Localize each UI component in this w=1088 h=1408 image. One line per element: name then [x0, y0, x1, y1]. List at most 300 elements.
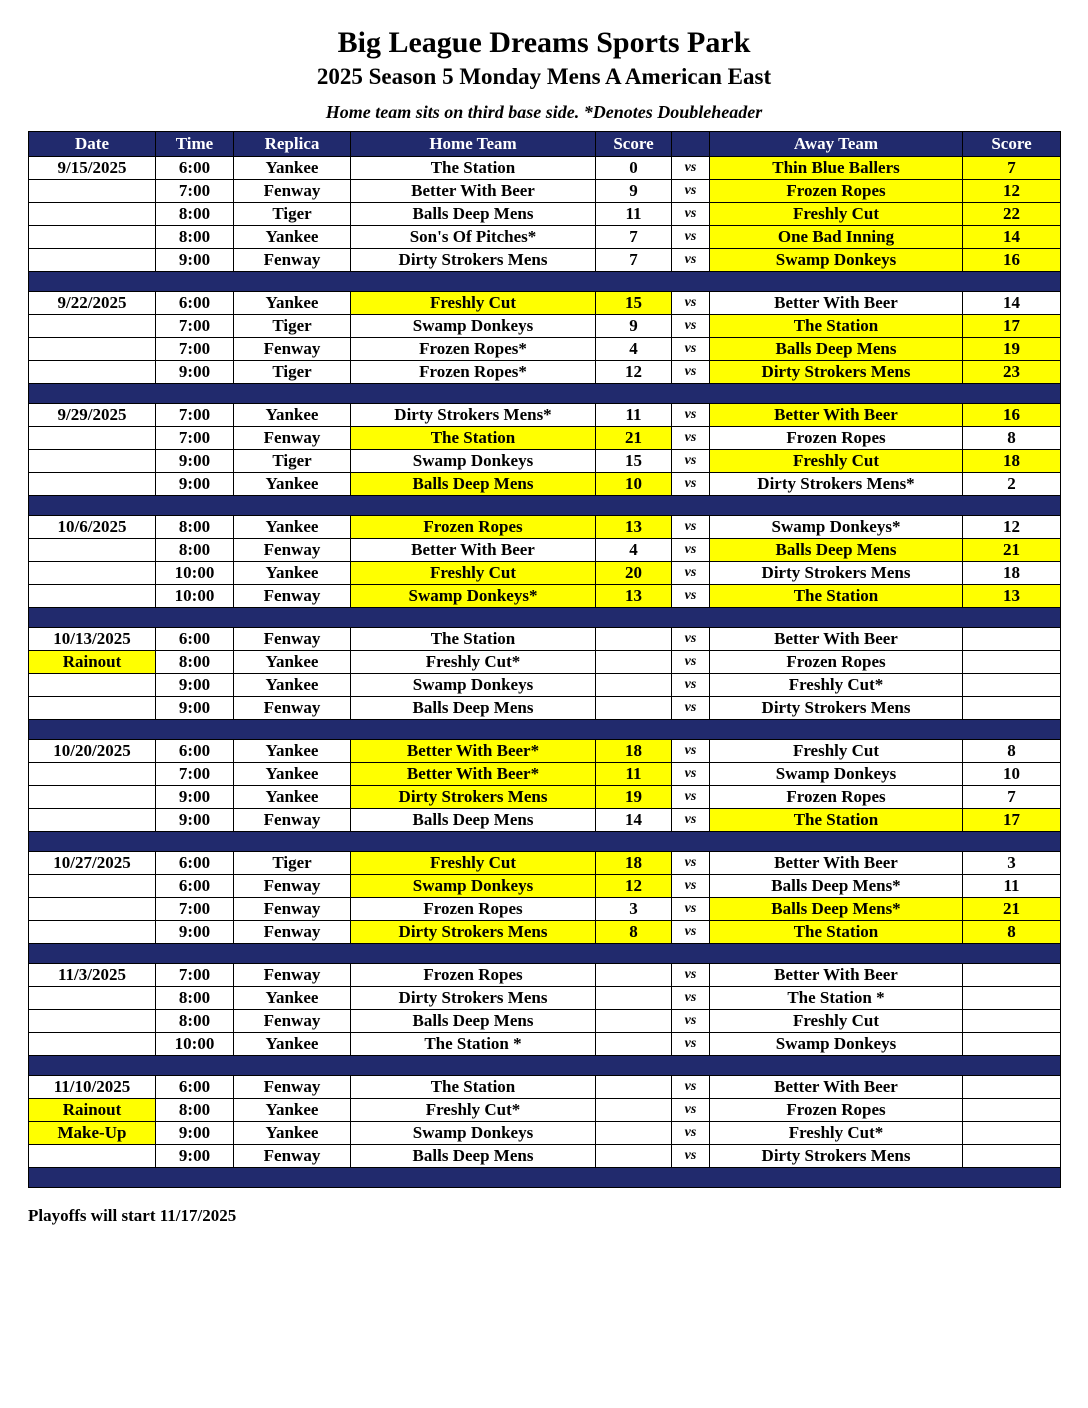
- vs-cell: vs: [672, 697, 710, 720]
- home-score-cell: 21: [596, 427, 672, 450]
- away-score-cell: 8: [963, 427, 1061, 450]
- away-team-cell: Balls Deep Mens*: [710, 898, 963, 921]
- date-cell: [29, 203, 156, 226]
- time-cell: 9:00: [156, 809, 234, 832]
- week-separator-row: [29, 944, 1061, 964]
- vs-cell: vs: [672, 1010, 710, 1033]
- home-score-cell: [596, 651, 672, 674]
- game-row: [29, 1010, 1061, 1033]
- date-cell: [29, 315, 156, 338]
- away-score-cell: 7: [963, 157, 1061, 180]
- time-cell: 6:00: [156, 875, 234, 898]
- away-score-cell: [963, 1010, 1061, 1033]
- week-separator-bar: [29, 1168, 1061, 1188]
- date-cell: 9/22/2025: [29, 292, 156, 315]
- replica-cell: Yankee: [234, 786, 351, 809]
- time-cell: 6:00: [156, 740, 234, 763]
- away-team-cell: Dirty Strokers Mens: [710, 697, 963, 720]
- date-cell: [29, 249, 156, 272]
- home-team-cell: Swamp Donkeys*: [351, 585, 596, 608]
- replica-cell: Yankee: [234, 562, 351, 585]
- game-row: [29, 852, 1061, 875]
- replica-cell: Yankee: [234, 516, 351, 539]
- game-row: [29, 516, 1061, 539]
- time-cell: 7:00: [156, 315, 234, 338]
- away-score-cell: 19: [963, 338, 1061, 361]
- date-cell: [29, 1145, 156, 1168]
- home-score-cell: 13: [596, 516, 672, 539]
- away-score-cell: 23: [963, 361, 1061, 384]
- replica-cell: Fenway: [234, 809, 351, 832]
- time-cell: 7:00: [156, 404, 234, 427]
- away-team-cell: The Station: [710, 921, 963, 944]
- week-separator-row: [29, 1168, 1061, 1188]
- home-team-cell: Swamp Donkeys: [351, 1122, 596, 1145]
- away-team-cell: Balls Deep Mens: [710, 539, 963, 562]
- date-cell: [29, 921, 156, 944]
- column-header-home-score: Score: [596, 132, 672, 157]
- home-team-cell: Balls Deep Mens: [351, 697, 596, 720]
- home-team-cell: Better With Beer*: [351, 763, 596, 786]
- date-cell: [29, 1010, 156, 1033]
- time-cell: 9:00: [156, 697, 234, 720]
- time-cell: 10:00: [156, 1033, 234, 1056]
- game-row: [29, 740, 1061, 763]
- date-cell: [29, 809, 156, 832]
- time-cell: 9:00: [156, 786, 234, 809]
- vs-cell: vs: [672, 921, 710, 944]
- date-cell: [29, 674, 156, 697]
- replica-cell: Fenway: [234, 427, 351, 450]
- week-separator-row: [29, 832, 1061, 852]
- home-team-cell: Balls Deep Mens: [351, 203, 596, 226]
- away-score-cell: 16: [963, 249, 1061, 272]
- week-separator-row: [29, 1056, 1061, 1076]
- away-score-cell: 13: [963, 585, 1061, 608]
- home-score-cell: [596, 1122, 672, 1145]
- page-title: Big League Dreams Sports Park: [337, 26, 751, 59]
- game-row: [29, 249, 1061, 272]
- home-team-cell: The Station: [351, 157, 596, 180]
- replica-cell: Tiger: [234, 852, 351, 875]
- home-score-cell: 7: [596, 226, 672, 249]
- date-cell: 11/10/2025: [29, 1076, 156, 1099]
- week-separator-row: [29, 496, 1061, 516]
- vs-cell: vs: [672, 203, 710, 226]
- away-score-cell: 21: [963, 539, 1061, 562]
- time-cell: 8:00: [156, 226, 234, 249]
- replica-cell: Fenway: [234, 964, 351, 987]
- week-separator-row: [29, 384, 1061, 404]
- away-team-cell: Better With Beer: [710, 852, 963, 875]
- home-team-cell: The Station *: [351, 1033, 596, 1056]
- away-score-cell: 2: [963, 473, 1061, 496]
- game-row: [29, 450, 1061, 473]
- vs-cell: vs: [672, 1122, 710, 1145]
- vs-cell: vs: [672, 1076, 710, 1099]
- home-team-cell: The Station: [351, 427, 596, 450]
- home-team-cell: Balls Deep Mens: [351, 1010, 596, 1033]
- replica-cell: Fenway: [234, 921, 351, 944]
- date-cell: Make-Up: [29, 1122, 156, 1145]
- game-row: [29, 1033, 1061, 1056]
- date-cell: 10/13/2025: [29, 628, 156, 651]
- away-score-cell: 8: [963, 740, 1061, 763]
- replica-cell: Yankee: [234, 1033, 351, 1056]
- column-header-date: Date: [29, 132, 156, 157]
- vs-cell: vs: [672, 226, 710, 249]
- date-cell: [29, 1033, 156, 1056]
- vs-cell: vs: [672, 1099, 710, 1122]
- time-cell: 8:00: [156, 651, 234, 674]
- date-cell: [29, 473, 156, 496]
- home-score-cell: 3: [596, 898, 672, 921]
- home-team-cell: Frozen Ropes: [351, 516, 596, 539]
- replica-cell: Yankee: [234, 1122, 351, 1145]
- time-cell: 7:00: [156, 763, 234, 786]
- time-cell: 6:00: [156, 1076, 234, 1099]
- time-cell: 7:00: [156, 898, 234, 921]
- game-row: [29, 628, 1061, 651]
- replica-cell: Yankee: [234, 1099, 351, 1122]
- home-team-cell: Son's Of Pitches*: [351, 226, 596, 249]
- game-row: [29, 338, 1061, 361]
- schedule-note: Home team sits on third base side. *Denotes Doubleheader: [325, 102, 763, 122]
- home-score-cell: 10: [596, 473, 672, 496]
- date-cell: [29, 898, 156, 921]
- vs-cell: vs: [672, 740, 710, 763]
- away-team-cell: Dirty Strokers Mens: [710, 562, 963, 585]
- away-team-cell: One Bad Inning: [710, 226, 963, 249]
- table-header-row: [29, 132, 1061, 157]
- column-header-away-team: Away Team: [710, 132, 963, 157]
- time-cell: 9:00: [156, 921, 234, 944]
- game-row: [29, 786, 1061, 809]
- time-cell: 10:00: [156, 562, 234, 585]
- away-score-cell: [963, 628, 1061, 651]
- home-team-cell: Dirty Strokers Mens*: [351, 404, 596, 427]
- date-cell: 10/27/2025: [29, 852, 156, 875]
- game-row: [29, 427, 1061, 450]
- home-team-cell: Freshly Cut: [351, 562, 596, 585]
- vs-cell: vs: [672, 539, 710, 562]
- time-cell: 6:00: [156, 292, 234, 315]
- replica-cell: Tiger: [234, 450, 351, 473]
- home-team-cell: Swamp Donkeys: [351, 674, 596, 697]
- time-cell: 7:00: [156, 427, 234, 450]
- vs-cell: vs: [672, 898, 710, 921]
- date-cell: [29, 180, 156, 203]
- replica-cell: Yankee: [234, 740, 351, 763]
- date-cell: [29, 539, 156, 562]
- week-separator-bar: [29, 608, 1061, 628]
- away-score-cell: [963, 1099, 1061, 1122]
- time-cell: 6:00: [156, 628, 234, 651]
- away-team-cell: Dirty Strokers Mens*: [710, 473, 963, 496]
- away-team-cell: The Station *: [710, 987, 963, 1010]
- vs-cell: vs: [672, 1145, 710, 1168]
- game-row: [29, 585, 1061, 608]
- away-team-cell: Better With Beer: [710, 292, 963, 315]
- home-team-cell: Dirty Strokers Mens: [351, 786, 596, 809]
- away-team-cell: The Station: [710, 809, 963, 832]
- schedule-table: [28, 131, 1061, 1188]
- away-team-cell: The Station: [710, 585, 963, 608]
- date-cell: [29, 763, 156, 786]
- date-cell: [29, 427, 156, 450]
- playoffs-note: Playoffs will start 11/17/2025: [28, 1206, 237, 1225]
- away-team-cell: Freshly Cut: [710, 1010, 963, 1033]
- date-cell: [29, 585, 156, 608]
- time-cell: 9:00: [156, 674, 234, 697]
- date-cell: [29, 226, 156, 249]
- game-row: [29, 987, 1061, 1010]
- home-score-cell: [596, 1145, 672, 1168]
- replica-cell: Fenway: [234, 1010, 351, 1033]
- time-cell: 7:00: [156, 180, 234, 203]
- time-cell: 7:00: [156, 964, 234, 987]
- time-cell: 9:00: [156, 1145, 234, 1168]
- away-team-cell: Swamp Donkeys: [710, 763, 963, 786]
- away-score-cell: [963, 1033, 1061, 1056]
- vs-cell: vs: [672, 964, 710, 987]
- time-cell: 9:00: [156, 249, 234, 272]
- week-separator-bar: [29, 384, 1061, 404]
- home-team-cell: Freshly Cut: [351, 852, 596, 875]
- away-team-cell: Dirty Strokers Mens: [710, 361, 963, 384]
- away-team-cell: Frozen Ropes: [710, 427, 963, 450]
- replica-cell: Fenway: [234, 249, 351, 272]
- week-separator-bar: [29, 944, 1061, 964]
- column-header-replica: Replica: [234, 132, 351, 157]
- away-team-cell: Frozen Ropes: [710, 786, 963, 809]
- home-score-cell: 18: [596, 852, 672, 875]
- vs-cell: vs: [672, 473, 710, 496]
- date-cell: 11/3/2025: [29, 964, 156, 987]
- replica-cell: Fenway: [234, 539, 351, 562]
- game-row: [29, 157, 1061, 180]
- away-score-cell: 18: [963, 562, 1061, 585]
- vs-cell: vs: [672, 157, 710, 180]
- vs-cell: vs: [672, 786, 710, 809]
- vs-cell: vs: [672, 763, 710, 786]
- vs-cell: vs: [672, 404, 710, 427]
- time-cell: 9:00: [156, 450, 234, 473]
- away-score-cell: [963, 987, 1061, 1010]
- date-cell: [29, 875, 156, 898]
- away-team-cell: Swamp Donkeys*: [710, 516, 963, 539]
- replica-cell: Yankee: [234, 157, 351, 180]
- away-team-cell: Thin Blue Ballers: [710, 157, 963, 180]
- time-cell: 8:00: [156, 987, 234, 1010]
- time-cell: 10:00: [156, 585, 234, 608]
- time-cell: 8:00: [156, 516, 234, 539]
- away-team-cell: Balls Deep Mens*: [710, 875, 963, 898]
- game-row: [29, 361, 1061, 384]
- away-score-cell: 18: [963, 450, 1061, 473]
- home-team-cell: The Station: [351, 628, 596, 651]
- replica-cell: Fenway: [234, 898, 351, 921]
- vs-cell: vs: [672, 809, 710, 832]
- replica-cell: Yankee: [234, 473, 351, 496]
- replica-cell: Fenway: [234, 1145, 351, 1168]
- away-score-cell: 7: [963, 786, 1061, 809]
- home-team-cell: Freshly Cut: [351, 292, 596, 315]
- away-score-cell: 10: [963, 763, 1061, 786]
- home-score-cell: 12: [596, 875, 672, 898]
- vs-cell: vs: [672, 562, 710, 585]
- away-score-cell: 22: [963, 203, 1061, 226]
- game-row: [29, 1099, 1061, 1122]
- week-separator-bar: [29, 496, 1061, 516]
- home-team-cell: Frozen Ropes: [351, 898, 596, 921]
- date-cell: 9/29/2025: [29, 404, 156, 427]
- home-score-cell: [596, 628, 672, 651]
- time-cell: 9:00: [156, 473, 234, 496]
- away-score-cell: 11: [963, 875, 1061, 898]
- home-score-cell: 0: [596, 157, 672, 180]
- away-team-cell: Better With Beer: [710, 964, 963, 987]
- away-score-cell: [963, 697, 1061, 720]
- replica-cell: Tiger: [234, 315, 351, 338]
- week-separator-bar: [29, 1056, 1061, 1076]
- away-team-cell: Swamp Donkeys: [710, 1033, 963, 1056]
- date-cell: [29, 562, 156, 585]
- home-team-cell: Balls Deep Mens: [351, 809, 596, 832]
- column-header-away-score: Score: [963, 132, 1061, 157]
- home-score-cell: [596, 697, 672, 720]
- replica-cell: Fenway: [234, 338, 351, 361]
- game-row: [29, 473, 1061, 496]
- home-team-cell: Frozen Ropes: [351, 964, 596, 987]
- game-row: [29, 763, 1061, 786]
- replica-cell: Fenway: [234, 1076, 351, 1099]
- away-score-cell: [963, 674, 1061, 697]
- away-score-cell: [963, 1076, 1061, 1099]
- column-header-home-team: Home Team: [351, 132, 596, 157]
- replica-cell: Fenway: [234, 180, 351, 203]
- home-team-cell: Freshly Cut*: [351, 1099, 596, 1122]
- vs-cell: vs: [672, 875, 710, 898]
- date-cell: 10/6/2025: [29, 516, 156, 539]
- home-team-cell: Frozen Ropes*: [351, 361, 596, 384]
- vs-cell: vs: [672, 585, 710, 608]
- away-team-cell: Freshly Cut: [710, 450, 963, 473]
- home-score-cell: 4: [596, 539, 672, 562]
- date-cell: 9/15/2025: [29, 157, 156, 180]
- game-row: [29, 539, 1061, 562]
- away-score-cell: [963, 1122, 1061, 1145]
- home-score-cell: 18: [596, 740, 672, 763]
- replica-cell: Yankee: [234, 292, 351, 315]
- date-cell: Rainout: [29, 651, 156, 674]
- time-cell: 8:00: [156, 539, 234, 562]
- away-team-cell: Better With Beer: [710, 628, 963, 651]
- column-header-time: Time: [156, 132, 234, 157]
- vs-cell: vs: [672, 427, 710, 450]
- date-cell: [29, 987, 156, 1010]
- home-score-cell: 9: [596, 315, 672, 338]
- home-team-cell: Freshly Cut*: [351, 651, 596, 674]
- away-score-cell: 21: [963, 898, 1061, 921]
- game-row: [29, 921, 1061, 944]
- away-score-cell: [963, 651, 1061, 674]
- date-cell: [29, 338, 156, 361]
- home-team-cell: Dirty Strokers Mens: [351, 249, 596, 272]
- replica-cell: Yankee: [234, 674, 351, 697]
- time-cell: 7:00: [156, 338, 234, 361]
- game-row: [29, 809, 1061, 832]
- vs-cell: vs: [672, 674, 710, 697]
- home-score-cell: [596, 987, 672, 1010]
- replica-cell: Fenway: [234, 875, 351, 898]
- date-cell: [29, 786, 156, 809]
- date-cell: [29, 697, 156, 720]
- home-team-cell: Dirty Strokers Mens: [351, 987, 596, 1010]
- home-score-cell: [596, 1033, 672, 1056]
- away-team-cell: Dirty Strokers Mens: [710, 1145, 963, 1168]
- date-cell: Rainout: [29, 1099, 156, 1122]
- away-team-cell: Freshly Cut: [710, 740, 963, 763]
- date-cell: 10/20/2025: [29, 740, 156, 763]
- home-score-cell: 9: [596, 180, 672, 203]
- away-team-cell: Freshly Cut: [710, 203, 963, 226]
- home-team-cell: Dirty Strokers Mens: [351, 921, 596, 944]
- vs-cell: vs: [672, 628, 710, 651]
- vs-cell: vs: [672, 292, 710, 315]
- away-team-cell: Frozen Ropes: [710, 180, 963, 203]
- date-cell: [29, 450, 156, 473]
- home-team-cell: Better With Beer*: [351, 740, 596, 763]
- game-row: [29, 226, 1061, 249]
- away-score-cell: 17: [963, 809, 1061, 832]
- vs-cell: vs: [672, 450, 710, 473]
- column-header-vs: [672, 132, 710, 157]
- game-row: [29, 180, 1061, 203]
- home-score-cell: [596, 1076, 672, 1099]
- week-separator-bar: [29, 720, 1061, 740]
- game-row: [29, 875, 1061, 898]
- time-cell: 8:00: [156, 1099, 234, 1122]
- home-score-cell: 15: [596, 292, 672, 315]
- home-score-cell: [596, 964, 672, 987]
- away-score-cell: 3: [963, 852, 1061, 875]
- game-row: [29, 651, 1061, 674]
- away-team-cell: Freshly Cut*: [710, 674, 963, 697]
- week-separator-bar: [29, 832, 1061, 852]
- replica-cell: Tiger: [234, 203, 351, 226]
- away-score-cell: 14: [963, 292, 1061, 315]
- home-score-cell: [596, 1010, 672, 1033]
- replica-cell: Fenway: [234, 697, 351, 720]
- game-row: [29, 964, 1061, 987]
- week-separator-bar: [29, 272, 1061, 292]
- game-row: [29, 697, 1061, 720]
- vs-cell: vs: [672, 315, 710, 338]
- away-team-cell: Frozen Ropes: [710, 1099, 963, 1122]
- home-score-cell: [596, 674, 672, 697]
- replica-cell: Yankee: [234, 651, 351, 674]
- vs-cell: vs: [672, 249, 710, 272]
- home-score-cell: 11: [596, 203, 672, 226]
- replica-cell: Yankee: [234, 987, 351, 1010]
- home-score-cell: 15: [596, 450, 672, 473]
- away-score-cell: [963, 964, 1061, 987]
- home-score-cell: 12: [596, 361, 672, 384]
- date-cell: [29, 361, 156, 384]
- vs-cell: vs: [672, 516, 710, 539]
- time-cell: 6:00: [156, 157, 234, 180]
